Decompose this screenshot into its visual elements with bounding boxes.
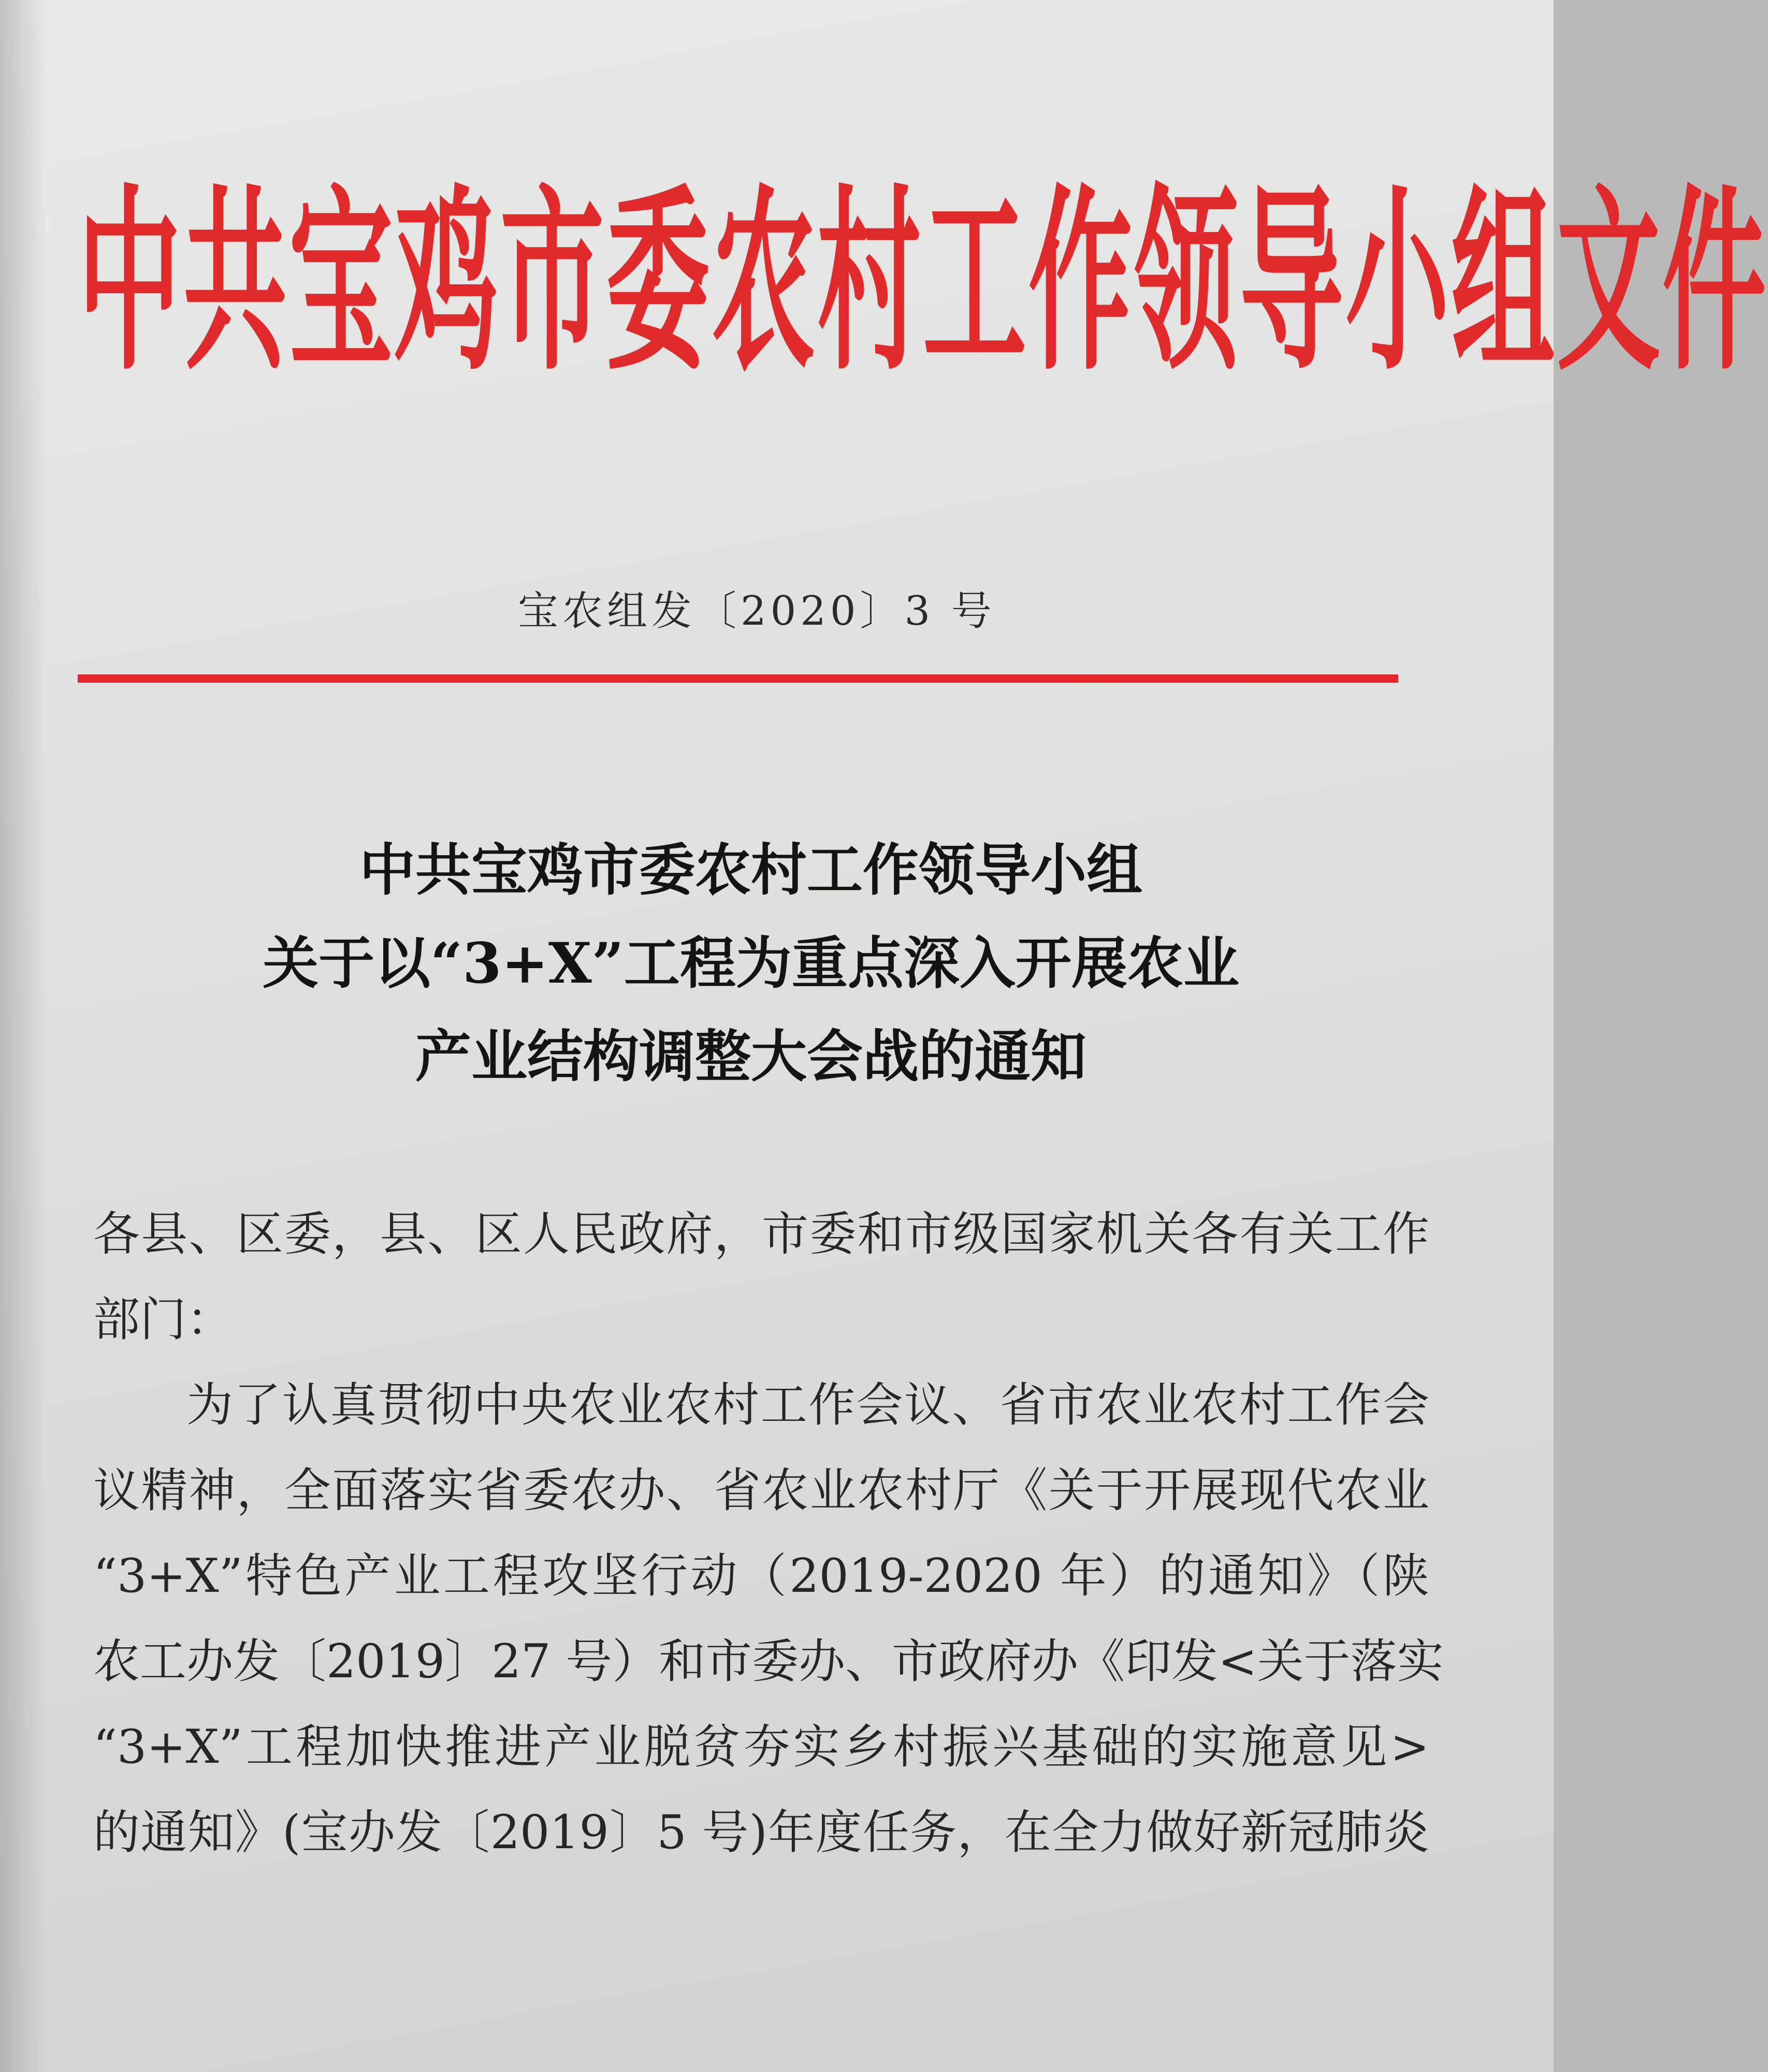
title-line-3: 产业结构调整大会战的通知 bbox=[415, 1024, 1086, 1089]
title-line-1: 中共宝鸡市委农村工作领导小组 bbox=[359, 838, 1142, 903]
red-divider-line bbox=[78, 674, 1398, 683]
addressee-line-2: 部门： bbox=[93, 1292, 233, 1347]
body-paragraph-line: 议精神，全面落实省委农办、省农业农村厅《关于开展现代农业 bbox=[93, 1463, 1429, 1518]
title-line-2: 关于以“3+X”工程为重点深入开展农业 bbox=[263, 931, 1239, 996]
body-paragraph-line: 为了认真贯彻中央农业农村工作会议、省市农业农村工作会 bbox=[186, 1378, 1429, 1432]
body-paragraph-line: 的通知》(宝办发〔2019〕5 号)年度任务，在全力做好新冠肺炎 bbox=[93, 1805, 1429, 1860]
body-paragraph-line: 农工办发〔2019〕27 号）和市委办、市政府办《印发<关于落实 bbox=[93, 1634, 1444, 1689]
page-edge-shadow bbox=[0, 0, 47, 2072]
document-body bbox=[93, 1191, 1444, 1875]
document-title bbox=[78, 824, 1424, 1103]
body-paragraph-line: “3+X”特色产业工程攻坚行动（2019-2020 年）的通知》（陕 bbox=[93, 1549, 1429, 1603]
body-paragraph-line: “3+X”工程加快推进产业脱贫夯实乡村振兴基础的实施意见> bbox=[93, 1720, 1429, 1774]
document-masthead: 中共宝鸡市委农村工作领导小组文件 bbox=[78, 166, 1768, 398]
addressee-line-1: 各县、区委，县、区人民政府，市委和市级国家机关各有关工作 bbox=[93, 1207, 1429, 1261]
document-number: 宝农组发〔2020〕3 号 bbox=[518, 588, 996, 635]
